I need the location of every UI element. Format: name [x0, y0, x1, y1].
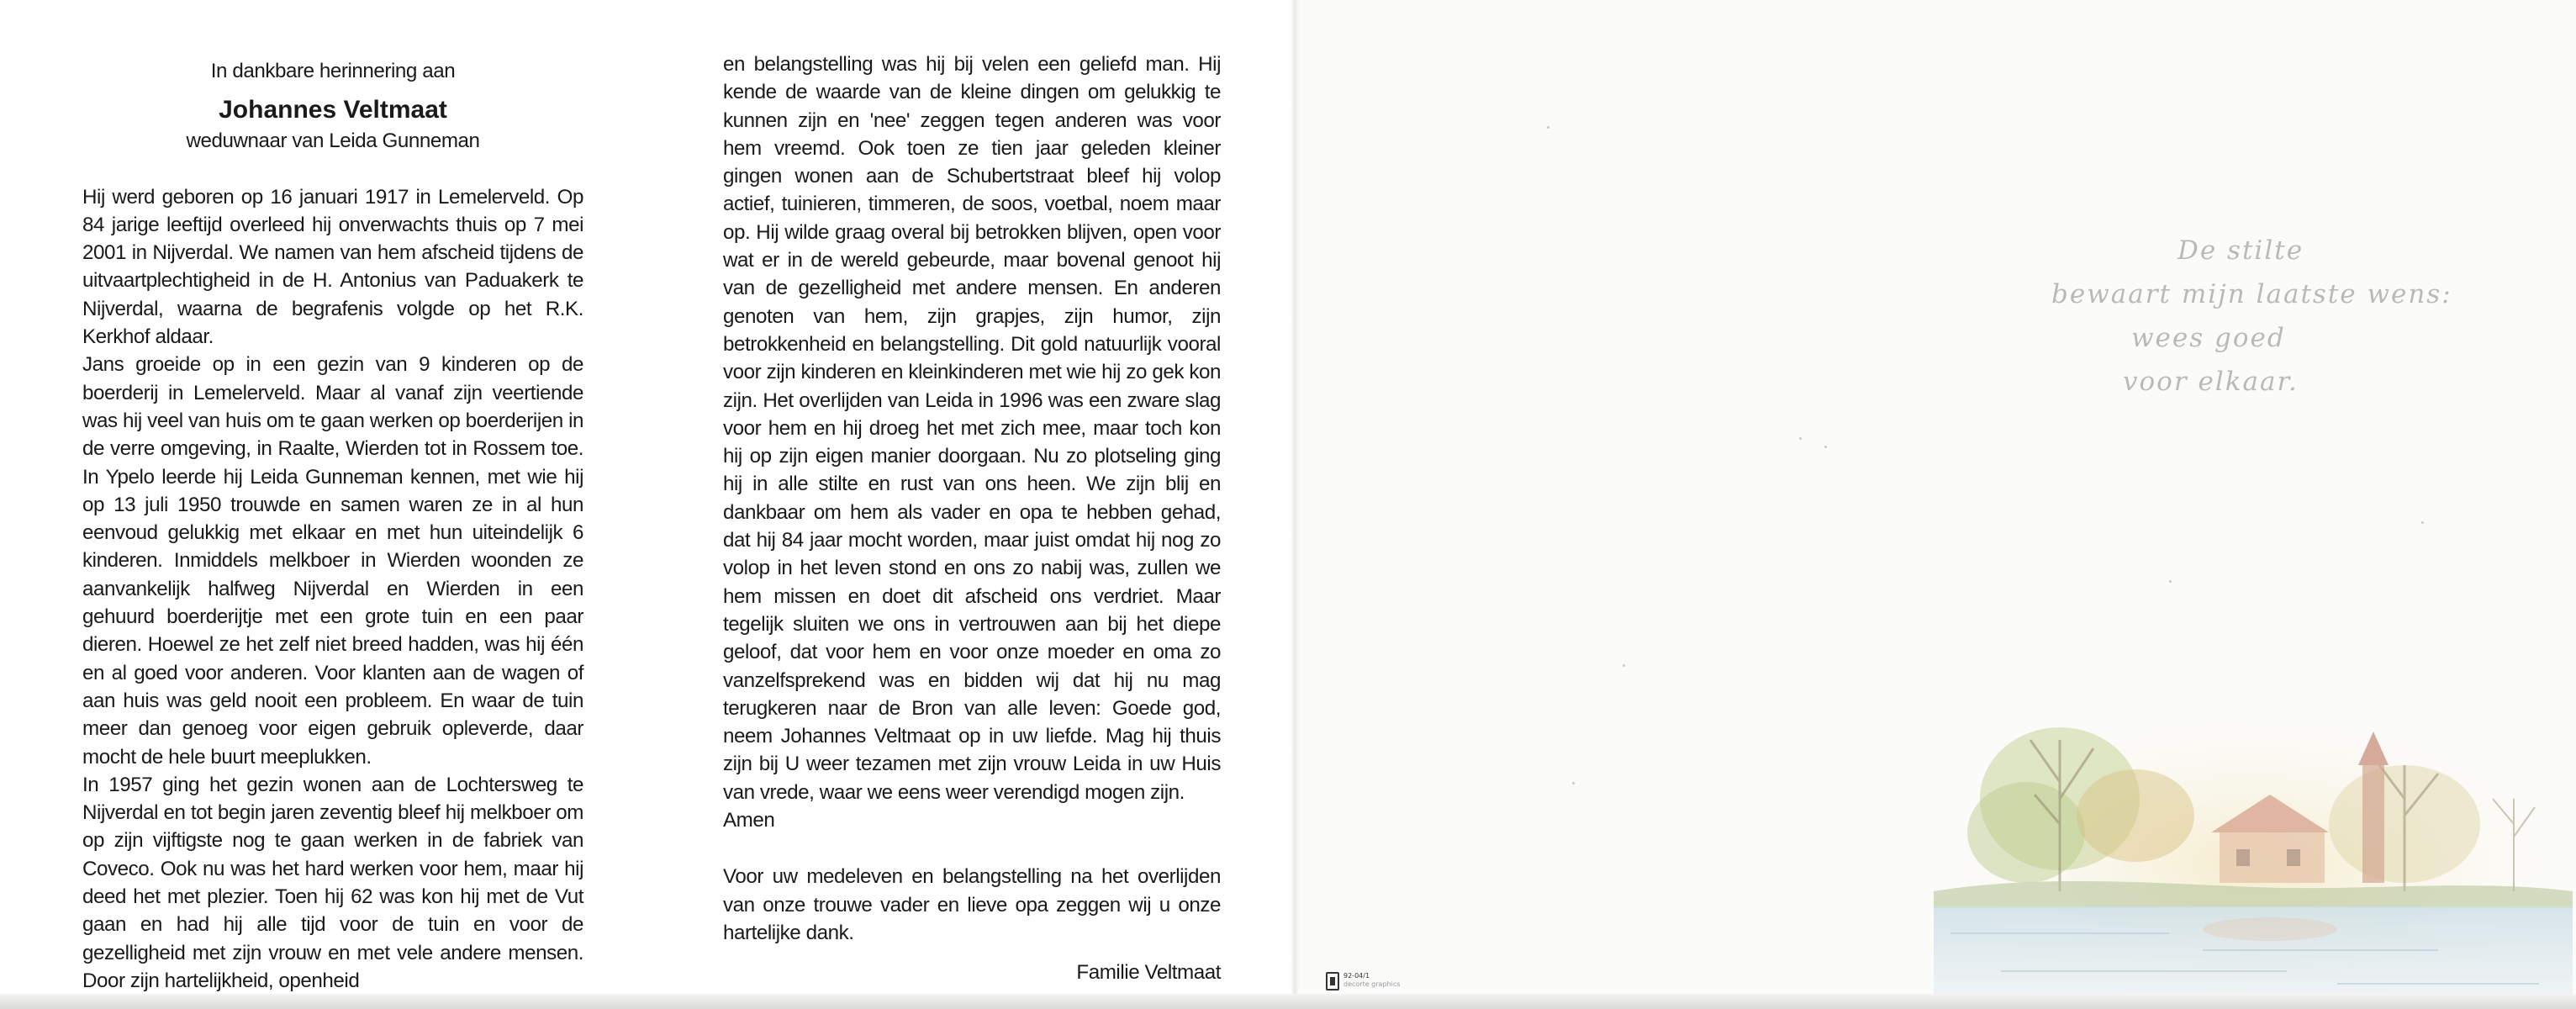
intro-line: In dankbare herinnering aan — [210, 60, 456, 82]
poem-line-3: wees goed — [2131, 323, 2286, 353]
text-column-left — [82, 50, 583, 995]
printer-logo-icon — [1326, 972, 1339, 991]
printer-mark-text — [1343, 972, 1400, 989]
biography-paragraph-1: Hij werd geboren op 16 januari 1917 in Lemelerveld. Op 84 jarige leeftijd overleed hij onverwachts thuis op 7 mei 2001 in Nijverdal. We namen van hem afscheid tijdens de uitvaartplechtigheid in de H. Antonius van Paduakerk te Nijverdal, waarna de begrafenis volgde op het R.K. Kerkhof aldaar. — [82, 185, 583, 349]
poem-line-1: De stilte — [2177, 235, 2304, 266]
card-bottom-edge — [0, 994, 2576, 1009]
biography-paragraph-2: Jans groeide op in een gezin van 9 kinderen op de boerderij in Lemelerveld. Maar al vanaf zijn veertiende was hij veel van huis om te gaan werken op boerderijen in de verre omgeving, in Raalte, Wierden tot in Rossem toe. In Ypelo leerde hij Leida Gunneman kennen, met wie hij op 13 juli 1950 trouwde en samen waren ze in al hun eenvoud gelukkig met elkaar en met hun uiteindelijk 6 kinderen. Inmiddels melkboer in Wierden woonden ze aanvankelijk halfweg Nijverdal en Wierden in een gehuurd boerderijtje met een grote tuin en een paar dieren. Hoewel ze het zelf niet breed hadden, was hij één en al goed voor anderen. Voor klanten aan de wagen of aan huis was geld nooit een probleem. En waar de tuin meer dan genoeg voor eigen gebruik opleverde, daar mocht de hele buurt meeplukken. — [82, 353, 583, 769]
thanks-paragraph: Voor uw medeleven en belangstelling na het overlijden van onze trouwe vader en lieve opa zeggen wij u onze hartelijke dank. — [723, 865, 1221, 944]
printer-brand: decorte graphics — [1343, 980, 1401, 988]
text-column-middle — [723, 50, 1221, 1007]
spouse-line: weduwnaar van Leida Gunneman — [186, 129, 480, 153]
watercolor-landscape-illustration — [1934, 639, 2573, 1009]
poem-line-2: bewaart mijn laatste wens: — [2051, 279, 2452, 309]
poem-line-4: voor elkaar. — [2123, 367, 2299, 397]
biography-paragraph-3: In 1957 ging het gezin wonen aan de Lochtersweg te Nijverdal en tot begin jaren zeventig bleef hij melkboer om op zijn vijftigste nog te gaan werken in de fabriek van Coveco. Ook nu was het hard werken voor hem, maar hij deed het met plezier. Toen hij 62 was kon hij met de Vut gaan en had hij alle tijd voor de tuin en voor de gezelligheid met zijn vrouw en met vele andere mensen. Door zijn hartelijkheid, openheid — [82, 773, 583, 992]
amen-line: Amen — [723, 809, 775, 832]
card-fold — [1291, 0, 1299, 1009]
biography-paragraph-4: en belangstelling was hij bij velen een geliefd man. Hij kende de waarde van de kleine dingen om gelukkig te kunnen zijn en 'nee' zeggen tegen anderen was voor hem vreemd. Ook toen ze tien jaar geleden kleiner gingen wonen aan de Schubertstraat bleef hij volop actief, tuinieren, timmeren, de soos, voetbal, noem maar op. Hij wilde graag overal bij betrokken blijven, open voor wat er in de wereld gebeurde, maar bovenal genoot hij van de gezelligheid met andere mensen. En anderen genoten van hem, zijn grapjes, zijn humor, zijn betrokkenheid en belangstelling. Dit gold natuurlijk vooral voor zijn kinderen en kleinkinderen met wie hij zo gek kon zijn. Het overlijden van Leida in 1996 was een zware slag voor hem en hij droeg het met zich mee, maar toch kon hij op zijn eigen manier doorgaan. Nu zo plotseling ging hij in alle stilte en rust van ons heen. We zijn blij en dankbaar om hem als vader en opa te hebben gehad, dat hij 84 jaar mocht worden, maar juist omdat hij nog zo volop in het leven stond en ons zo nabij was, zullen we hem missen en doet dit afscheid ons verdriet. Maar tegelijk sluiten we ons in vertrouwen aan bij het diepe geloof, dat voor hem en voor onze moeder en oma zo vanzelfsprekend was en bidden wij dat hij nu mag terugkeren naar de Bron van alle leven: Goede god, neem Johannes Veltmaat op in uw liefde. Mag hij thuis zijn bij U weer tezamen met zijn vrouw Leida in uw Huis van vrede, waar we eens weer verendigd mogen zijn. — [723, 53, 1221, 804]
poem-block — [2009, 229, 2480, 404]
printer-code: 92-04/1 — [1343, 972, 1370, 980]
deceased-name: Johannes Veltmaat — [219, 96, 447, 124]
printer-mark — [1326, 972, 1400, 991]
family-signature: Familie Veltmaat — [1076, 961, 1221, 985]
